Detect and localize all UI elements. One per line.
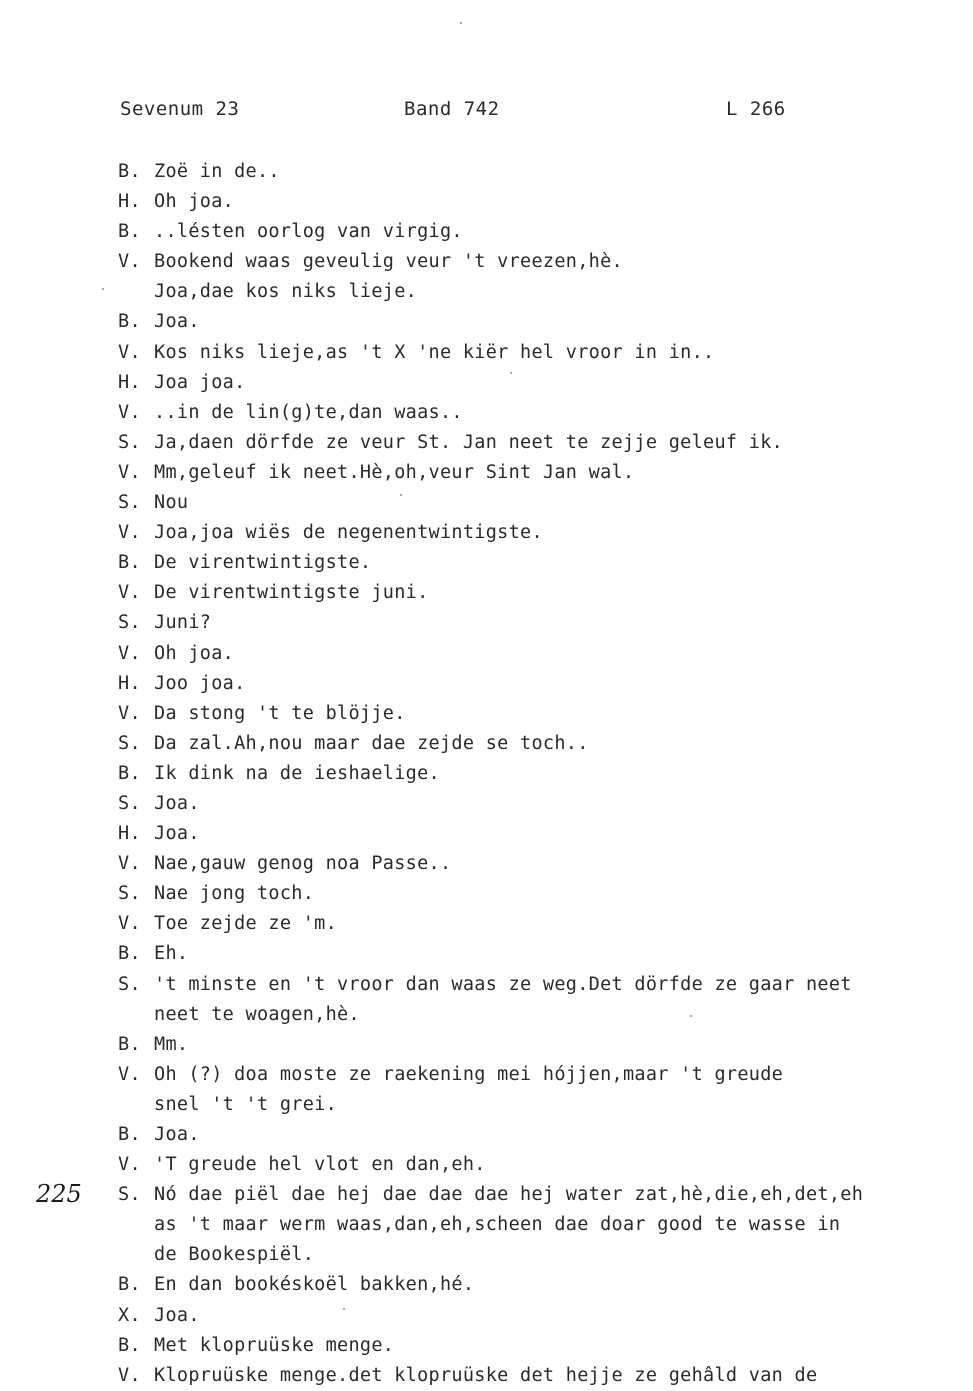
transcript-line bbox=[118, 939, 948, 969]
transcript-line bbox=[118, 1270, 948, 1300]
utterance-text: as 't maar werm waas,dan,eh,scheen dae doar good te wasse in bbox=[154, 1214, 841, 1236]
speaker-label: B. bbox=[118, 1033, 141, 1055]
speaker-label: V. bbox=[118, 913, 141, 935]
speaker-label: V. bbox=[118, 853, 141, 875]
transcript-line bbox=[118, 578, 948, 608]
utterance-text: Joa. bbox=[154, 823, 200, 845]
speaker-label: B. bbox=[118, 1124, 141, 1145]
transcript-line bbox=[118, 488, 948, 518]
utterance-text: snel 't 't grei. bbox=[154, 1093, 338, 1115]
transcript-line bbox=[118, 608, 948, 638]
utterance-text: Oh (?) doa moste ze raekening mei hójjen,maar 't greude bbox=[154, 1063, 784, 1085]
utterance-text: En dan bookéskoël bakken,hé. bbox=[154, 1274, 475, 1296]
transcript-line bbox=[118, 307, 948, 337]
speaker-label: V. bbox=[118, 341, 141, 363]
transcript-line bbox=[118, 187, 948, 217]
transcript-line bbox=[118, 909, 948, 939]
utterance-text: Bookend waas geveulig veur 't vreezen,hè. bbox=[154, 251, 623, 273]
paper-speck bbox=[460, 22, 462, 24]
handwritten-margin-note: 225 bbox=[36, 1180, 82, 1208]
utterance-text: Eh. bbox=[154, 943, 189, 965]
transcript-line bbox=[118, 1180, 948, 1210]
transcript-line bbox=[118, 548, 948, 578]
transcript-line bbox=[118, 699, 948, 729]
transcript-line bbox=[118, 970, 948, 1000]
utterance-text: De virentwintigste. bbox=[154, 552, 372, 574]
speaker-label: V. bbox=[118, 1154, 141, 1176]
transcript-line bbox=[118, 1060, 948, 1090]
speaker-label: B. bbox=[118, 1274, 141, 1296]
speaker-label: S. bbox=[118, 492, 141, 514]
speaker-label: V. bbox=[118, 1364, 141, 1386]
speaker-label: H. bbox=[118, 371, 141, 393]
transcript-line bbox=[118, 1150, 948, 1180]
utterance-text: Nó dae piël dae hej dae dae dae hej water zat,hè,die,eh,det,eh bbox=[154, 1184, 864, 1206]
utterance-text: Ja,daen dörfde ze veur St. Jan neet te zejje geleuf ik. bbox=[154, 431, 784, 453]
speaker-label: H. bbox=[118, 191, 141, 213]
header-page-number: L 266 bbox=[726, 98, 786, 120]
utterance-text: ..in de lin(g)te,dan waas.. bbox=[154, 401, 463, 423]
transcript-line bbox=[118, 729, 948, 759]
utterance-text: Met klopruüske menge. bbox=[154, 1334, 395, 1356]
utterance-text: Joa. bbox=[154, 1124, 200, 1145]
utterance-text: Da stong 't te blöjje. bbox=[154, 702, 406, 724]
utterance-text: Juni? bbox=[154, 612, 212, 634]
paper-speck bbox=[510, 372, 512, 374]
utterance-text: neet te woagen,hè. bbox=[154, 1003, 360, 1025]
utterance-text: Joo joa. bbox=[154, 672, 246, 694]
utterance-text: Klopruüske menge.det klopruüske det hejje ze gehâld van de bbox=[154, 1364, 818, 1386]
paper-speck bbox=[690, 1015, 692, 1017]
speaker-label: V. bbox=[118, 702, 141, 724]
speaker-label: V. bbox=[118, 251, 141, 273]
speaker-label: B. bbox=[118, 1334, 141, 1356]
utterance-text: 't minste en 't vroor dan waas ze weg.Det dörfde ze gaar neet bbox=[154, 973, 852, 995]
transcript-line bbox=[118, 1240, 948, 1270]
transcript-line bbox=[118, 849, 948, 879]
transcript-line bbox=[118, 247, 948, 277]
utterance-text: Mm,geleuf ik neet.Hè,oh,veur Sint Jan wal. bbox=[154, 461, 635, 483]
utterance-text: 'T greude hel vlot en dan,eh. bbox=[154, 1154, 486, 1176]
transcript-line bbox=[118, 458, 948, 488]
transcript-line bbox=[118, 217, 948, 247]
transcript-line bbox=[118, 1000, 948, 1030]
header-location: Sevenum 23 bbox=[120, 98, 240, 120]
paper-speck bbox=[102, 288, 104, 290]
speaker-label: V. bbox=[118, 1063, 141, 1085]
transcript-line bbox=[118, 1210, 948, 1240]
utterance-text: Joa joa. bbox=[154, 371, 246, 393]
utterance-text: De virentwintigste juni. bbox=[154, 582, 429, 604]
header-tape: Band 742 bbox=[404, 98, 500, 120]
transcript-line bbox=[118, 819, 948, 849]
speaker-label: S. bbox=[118, 431, 141, 453]
utterance-text: Da zal.Ah,nou maar dae zejde se toch.. bbox=[154, 732, 589, 754]
utterance-text: Nae,gauw genog noa Passe.. bbox=[154, 853, 452, 875]
speaker-label: S. bbox=[118, 792, 141, 814]
paper-speck bbox=[400, 494, 402, 496]
speaker-label: X. bbox=[118, 1304, 141, 1326]
utterance-text: Nou bbox=[154, 492, 189, 514]
utterance-text: Oh joa. bbox=[154, 191, 235, 213]
utterance-text: Joa. bbox=[154, 792, 200, 814]
transcript-line bbox=[118, 669, 948, 699]
speaker-label: B. bbox=[118, 762, 141, 784]
speaker-label: B. bbox=[118, 161, 141, 182]
transcript-line bbox=[118, 398, 948, 428]
utterance-text: Oh joa. bbox=[154, 642, 235, 664]
transcript-line bbox=[118, 639, 948, 669]
utterance-text: Joa. bbox=[154, 311, 200, 333]
speaker-label: H. bbox=[118, 672, 141, 694]
speaker-label: B. bbox=[118, 552, 141, 574]
speaker-label: V. bbox=[118, 582, 141, 604]
transcript-line bbox=[118, 1331, 948, 1361]
transcript-line bbox=[118, 338, 948, 368]
transcript-line bbox=[118, 1120, 948, 1150]
paper-speck bbox=[343, 1308, 345, 1310]
speaker-label: S. bbox=[118, 973, 141, 995]
utterance-text: Zoë in de.. bbox=[154, 161, 280, 182]
transcript-line bbox=[118, 759, 948, 789]
transcript-line bbox=[118, 368, 948, 398]
transcript-line bbox=[118, 518, 948, 548]
utterance-text: Nae jong toch. bbox=[154, 883, 315, 905]
speaker-label: B. bbox=[118, 311, 141, 333]
speaker-label: B. bbox=[118, 943, 141, 965]
utterance-text: Mm. bbox=[154, 1033, 189, 1055]
utterance-text: ..lésten oorlog van virgig. bbox=[154, 221, 463, 243]
speaker-label: H. bbox=[118, 823, 141, 845]
speaker-label: S. bbox=[118, 1184, 141, 1206]
utterance-text: Toe zejde ze 'm. bbox=[154, 913, 338, 935]
transcript-line bbox=[118, 428, 948, 458]
utterance-text: Joa,joa wiës de negenentwintigste. bbox=[154, 522, 543, 544]
speaker-label: V. bbox=[118, 401, 141, 423]
speaker-label: B. bbox=[118, 221, 141, 243]
transcript-line bbox=[118, 1090, 948, 1120]
transcript-line bbox=[118, 879, 948, 909]
speaker-label: S. bbox=[118, 883, 141, 905]
transcript-line bbox=[118, 1030, 948, 1060]
speaker-label: V. bbox=[118, 642, 141, 664]
transcript-line bbox=[118, 1301, 948, 1331]
utterance-text: Joa,dae kos niks lieje. bbox=[154, 281, 418, 303]
utterance-text: Joa. bbox=[154, 1304, 200, 1326]
transcript-line bbox=[118, 157, 948, 187]
speaker-label: S. bbox=[118, 732, 141, 754]
transcript-line bbox=[118, 277, 948, 307]
speaker-label: V. bbox=[118, 522, 141, 544]
utterance-text: Kos niks lieje,as 't X 'ne kiër hel vroor in in.. bbox=[154, 341, 715, 363]
speaker-label: S. bbox=[118, 612, 141, 634]
speaker-label: V. bbox=[118, 461, 141, 483]
utterance-text: Ik dink na de ieshaelige. bbox=[154, 762, 440, 784]
transcript-line bbox=[118, 789, 948, 819]
utterance-text: de Bookespiël. bbox=[154, 1244, 315, 1266]
transcript-line bbox=[118, 1361, 948, 1391]
transcript bbox=[118, 157, 948, 1391]
